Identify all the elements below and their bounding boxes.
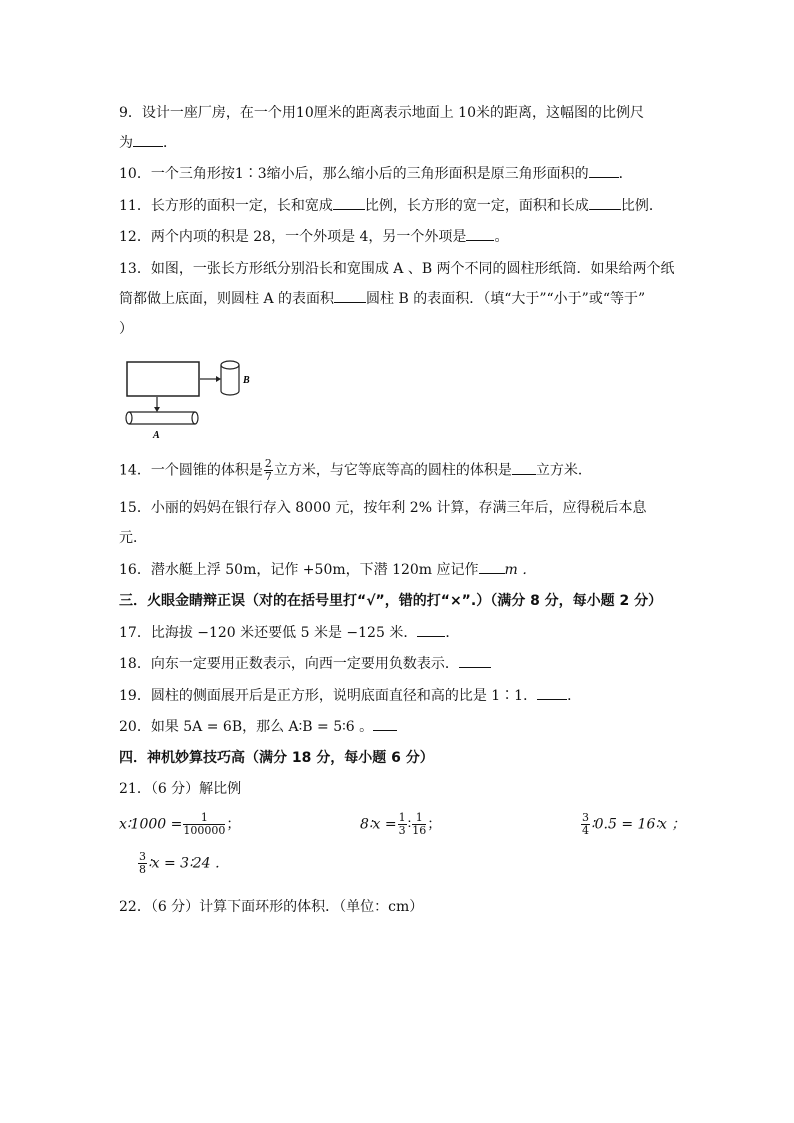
answer-blank[interactable]: [589, 197, 621, 210]
q21-eq2: 8∶x = $\frac{1}{3}$ ∶ $\frac{1}{16}$ ；: [360, 811, 442, 837]
answer-blank[interactable]: [459, 655, 491, 668]
q22-title: 22．（6 分）计算下面环形的体积．（单位：cm）: [119, 899, 424, 915]
q17: 17．比海拔 −120 米还要低 5 米是 −125 米． ．: [119, 625, 460, 641]
q21-eq1: x∶1000 = $\frac{1}{100000}$ ；: [119, 811, 241, 837]
q19: 19．圆柱的侧面展开后是正方形，说明底面直径和高的比是 1∶1． ．: [119, 688, 582, 704]
q18: 18．向东一定要用正数表示，向西一定要用负数表示．: [119, 654, 491, 674]
q15-line1: 15．小丽的妈妈在银行存入 8000 元，按年利 2% 计算，存满三年后，应得税后本息: [119, 500, 647, 516]
q21-eq3: $\frac{3}{4}$ ∶0.5 = 16∶x ；: [582, 811, 686, 837]
answer-blank[interactable]: [373, 718, 397, 731]
q21-title: 21．（6 分）解比例: [119, 781, 242, 797]
cylinder-a-left: [126, 412, 132, 424]
q9-line1: 9．设计一座厂房，在一个用10厘米的距离表示地面上 10米的距离，这幅图的比例尺: [119, 105, 644, 121]
arrow-right-head: [216, 376, 221, 382]
fraction: $\frac{2}{7}$: [264, 457, 272, 483]
answer-blank[interactable]: [334, 290, 366, 303]
fraction: $\frac{3}{4}$: [582, 811, 589, 837]
q13-line2: 筒都做上底面，则圆柱 A 的表面积 圆柱 B 的表面积．（填“大于”“小于”或“等于”: [119, 291, 646, 307]
q13-line1: 13．如图，一张长方形纸分别沿长和宽围成 A 、B 两个不同的圆柱形纸筒．如果给两个纸: [119, 261, 675, 277]
section-3-title: 三．火眼金睛辩正误（对的在括号里打“√”，错的打“×”.）（满分 8 分，每小题 2 分）: [119, 593, 663, 609]
q20: 20．如果 5A = 6B，那么 A∶B = 5∶6 。: [119, 717, 397, 737]
q15-line2: 元．: [119, 530, 147, 546]
q9-line2: 为 ．: [119, 135, 177, 151]
answer-blank[interactable]: [466, 228, 494, 241]
q10: 10．一个三角形按1∶3缩小后，那么缩小后的三角形面积是原三角形面积的 ．: [119, 166, 633, 182]
q12: 12．两个内项的积是 28，一个外项是 4，另一个外项是 。: [119, 229, 509, 245]
answer-blank[interactable]: [133, 134, 163, 147]
cylinder-b-top: [221, 361, 239, 369]
arrow-down-head: [154, 407, 160, 412]
answer-blank[interactable]: [537, 687, 567, 700]
answer-blank[interactable]: [417, 624, 445, 637]
fraction: $\frac{3}{8}$: [139, 850, 146, 876]
label-a: A: [153, 430, 160, 441]
label-b: B: [243, 375, 250, 386]
q11: 11．长方形的面积一定，长和宽成 比例，长方形的宽一定，面积和长成 比例．: [119, 198, 663, 214]
fraction: $\frac{1}{16}$: [412, 811, 427, 837]
q13-line3: ）: [119, 321, 133, 337]
q16: 16．潜水艇上浮 50m，记作 +50m，下潜 120m 应记作 m ．: [119, 562, 537, 578]
fraction: $\frac{1}{100000}$: [183, 811, 226, 837]
q21-eq4: $\frac{3}{8}$ ∶x = 3∶24 ．: [139, 850, 229, 876]
cylinder-a-right: [192, 412, 198, 424]
q14: 14．一个圆锥的体积是 $\frac{2}{7}$ 立方米，与它等底等高的圆柱的体积是 立方米．: [119, 457, 592, 483]
paper-rectangle: [127, 362, 199, 396]
fraction: $\frac{1}{3}$: [398, 811, 406, 837]
section-4-title: 四．神机妙算技巧高（满分 18 分，每小题 6 分）: [119, 750, 434, 766]
cylinder-b-bottom: [221, 391, 239, 395]
cylinder-figure: [120, 350, 250, 442]
answer-blank[interactable]: [479, 561, 505, 574]
answer-blank[interactable]: [512, 462, 536, 475]
answer-blank[interactable]: [589, 165, 619, 178]
answer-blank[interactable]: [333, 197, 365, 210]
